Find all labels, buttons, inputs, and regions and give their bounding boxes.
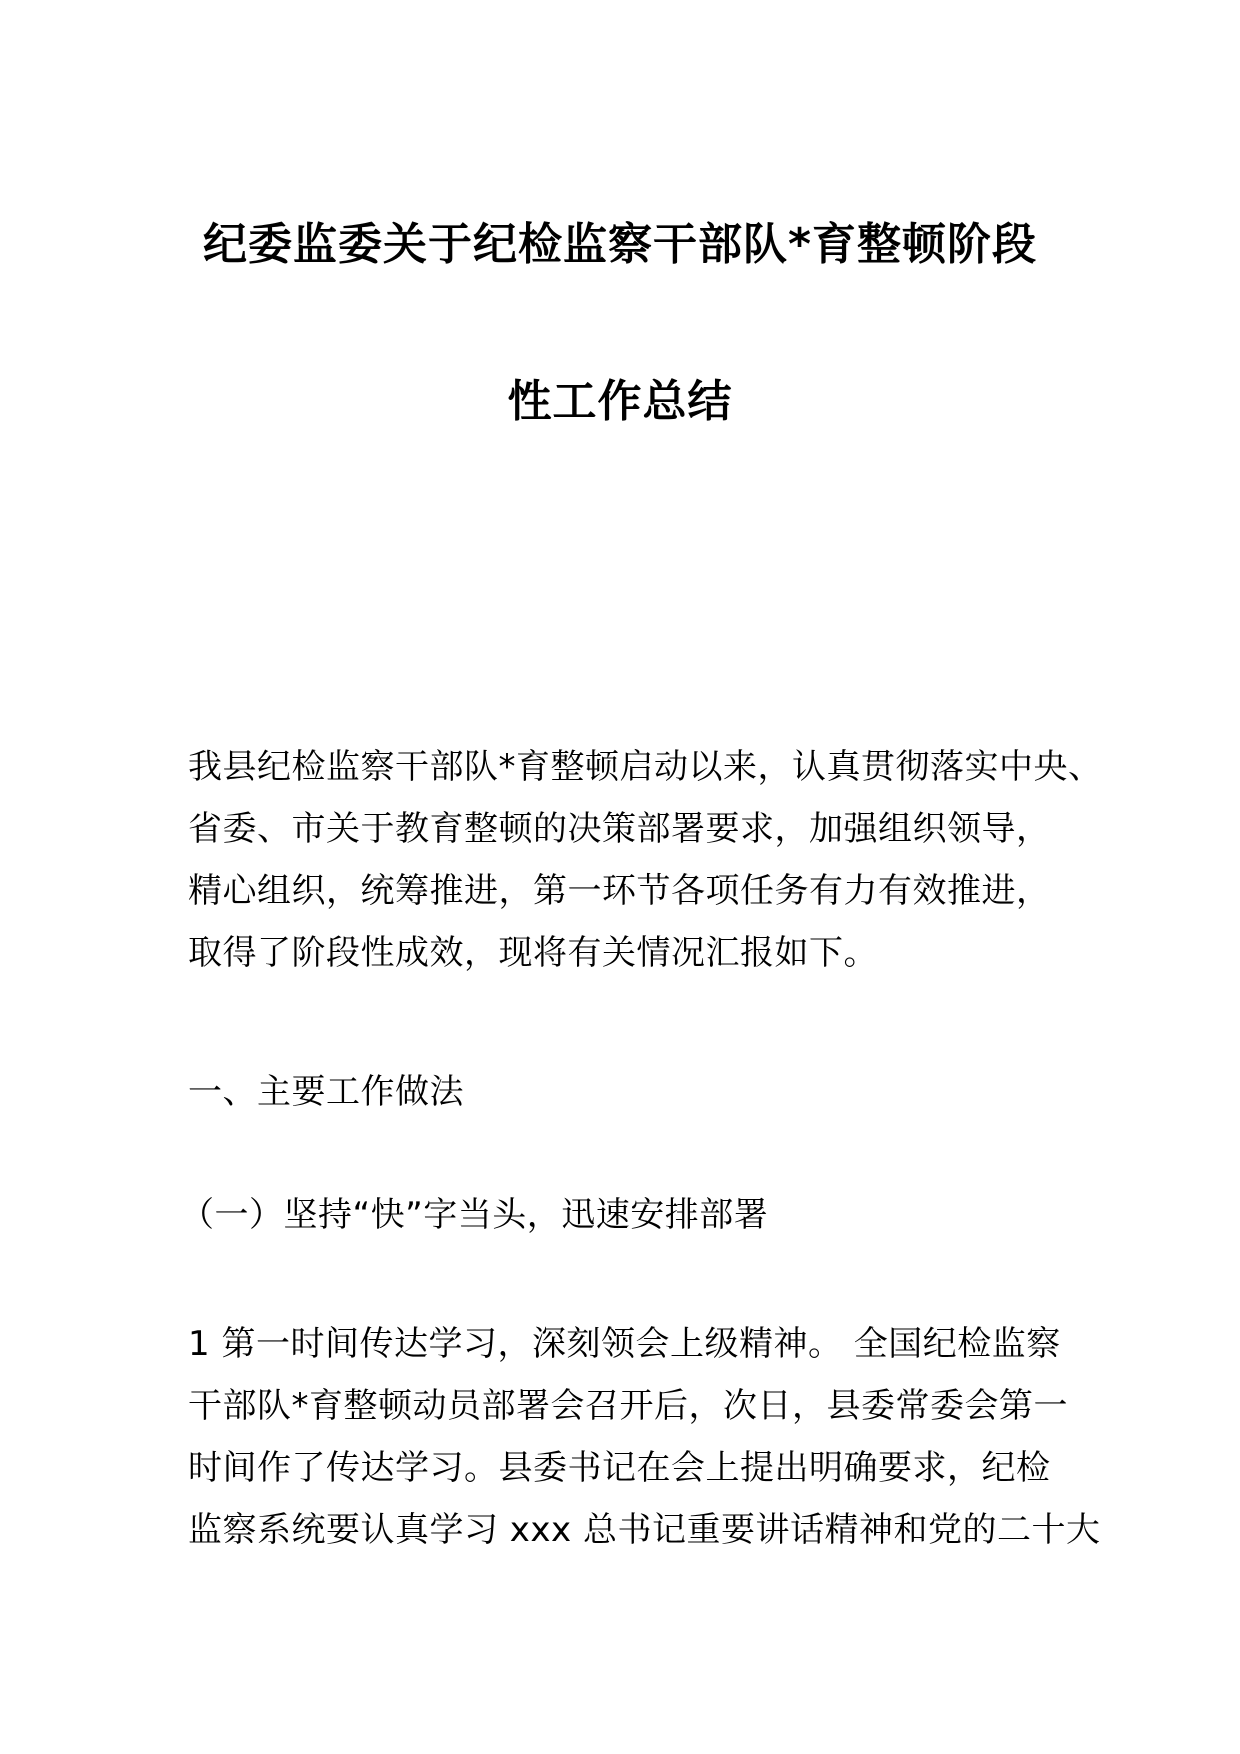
intro-paragraph-line: 精心组织，统筹推进，第一环节各项任务有力有效推进， bbox=[188, 871, 1051, 911]
section-heading: 一、主要工作做法 bbox=[188, 1072, 464, 1112]
document-title-line-2: 性工作总结 bbox=[507, 376, 733, 427]
document-title-line-1: 纪委监委关于纪检监察干部队*育整顿阶段 bbox=[202, 219, 1037, 270]
item-paragraph-line: 干部队*育整顿动员部署会召开后，次日，县委常委会第一 bbox=[188, 1386, 1068, 1426]
intro-paragraph-line: 我县纪检监察干部队*育整顿启动以来，认真贯彻落实中央、 bbox=[188, 747, 1103, 787]
item-paragraph-line: 时间作了传达学习。县委书记在会上提出明确要求，纪检 bbox=[188, 1448, 1051, 1488]
subsection-heading: （一）坚持“快”字当头，迅速安排部署 bbox=[180, 1195, 769, 1235]
intro-paragraph-line: 取得了阶段性成效，现将有关情况汇报如下。 bbox=[188, 933, 878, 973]
item-paragraph-line: 监察系统要认真学习 xxx 总书记重要讲话精神和党的二十大 bbox=[188, 1510, 1101, 1550]
intro-paragraph-line: 省委、市关于教育整顿的决策部署要求，加强组织领导， bbox=[188, 809, 1051, 849]
item-paragraph-line: 1 第一时间传达学习，深刻领会上级精神。 全国纪检监察 bbox=[188, 1324, 1061, 1364]
